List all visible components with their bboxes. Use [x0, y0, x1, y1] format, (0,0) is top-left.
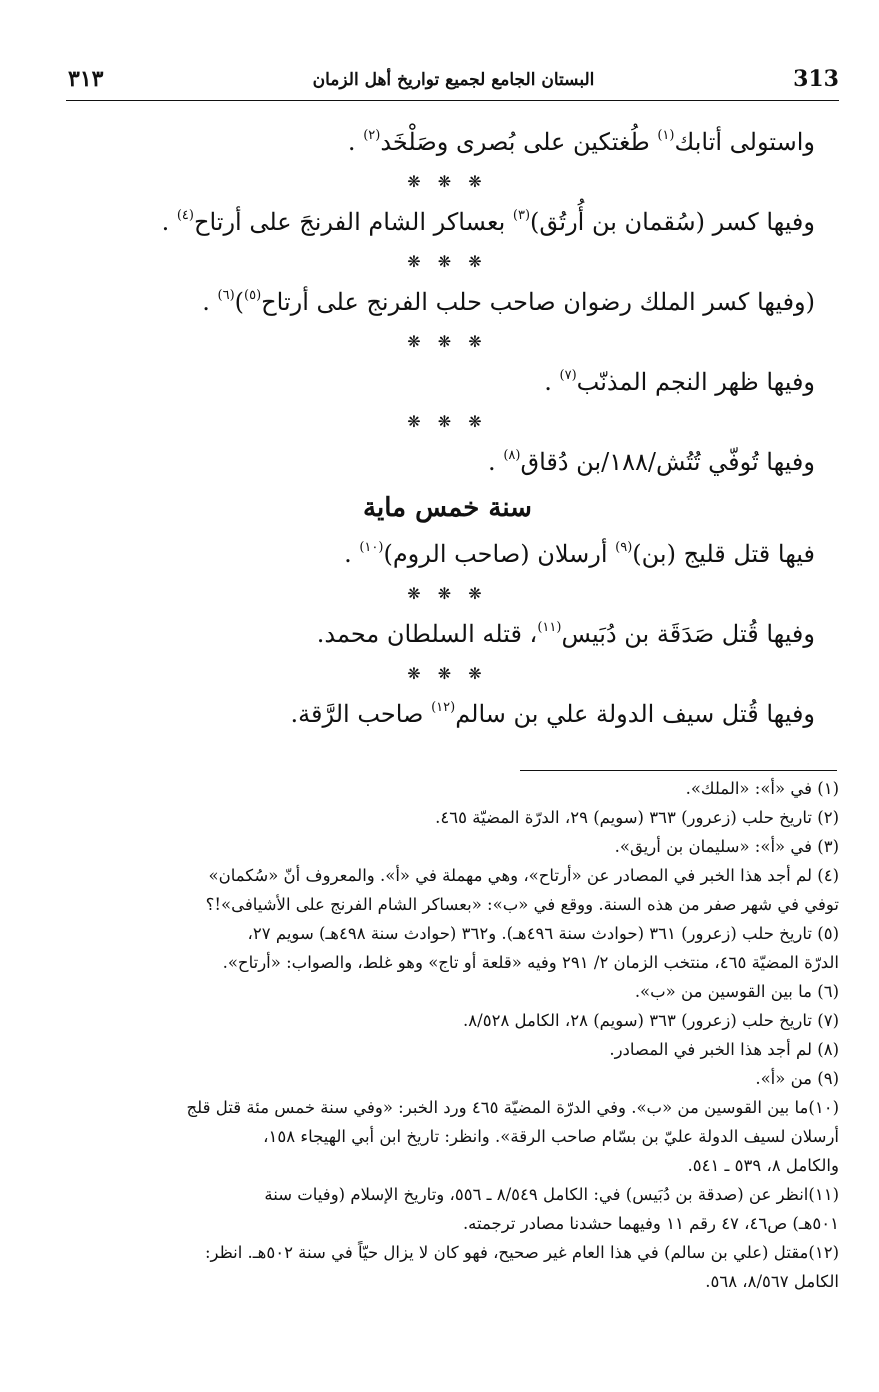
text-segment: (وفيها كسر الملك رضوان صاحب حلب الفرنج على أرتاح: [261, 288, 815, 316]
footnote-7: (٧) تاريخ حلب (زعرور) ٣٦٣ (سويم) ٢٨، الكامل ٨/٥٢٨.: [463, 1011, 839, 1030]
section-separator: ❋ ❋ ❋: [407, 172, 488, 191]
page-number-latin: 313: [793, 66, 839, 92]
footnote-ref[interactable]: (٢): [363, 127, 381, 143]
text-segment: .: [161, 208, 177, 236]
footnote-rule: [520, 770, 837, 771]
text-segment: وفيها ظهر النجم المذنّب: [576, 368, 815, 396]
footnote-5-continued: الدرّة المضيّة ٤٦٥، منتخب الزمان ٢/ ٢٩١ وفيه «قلعة أو تاج» وهو غلط، والصواب: «أرتاح».: [222, 953, 839, 972]
text-line-8: [80, 690, 815, 738]
footnote-ref[interactable]: (٤): [176, 207, 194, 223]
text-segment: .: [488, 448, 504, 476]
main-text: [80, 118, 815, 738]
footnote-11-continued: ٥٠١هـ) ص٤٦، ٤٧ رقم ١١ وفيهما حشدنا مصادر ترجمته.: [462, 1214, 839, 1233]
footnote-2: (٢) تاريخ حلب (زعرور) ٣٦٣ (سويم) ٢٩، الدرّة المضيّة ٤٦٥.: [435, 808, 839, 827]
footnote-11: (١١)انظر عن (صدقة بن دُبَيس) في: الكامل ٨/٥٤٩ ـ ٥٥٦، وتاريخ الإسلام (وفيات سنة: [264, 1185, 839, 1204]
text-segment: وفيها قُتل صَدَقَة بن دُبَيس: [561, 620, 815, 648]
text-segment: فيها قتل قليج (بن): [632, 540, 815, 568]
footnote-ref[interactable]: (٣): [512, 207, 531, 223]
footnote-3: (٣) في «أ»: «سليمان بن أريق».: [614, 837, 839, 856]
text-line-5: [80, 438, 815, 486]
text-segment: أرسلان (صاحب الروم): [383, 540, 616, 568]
section-separator: ❋ ❋ ❋: [407, 332, 488, 351]
footnote-10: (١٠)ما بين القوسين من «ب». وفي الدرّة المضيّة ٤٦٥ ورد الخبر: «وفي سنة خمس مئة قتل قلج: [186, 1098, 839, 1117]
footnote-4: (٤) لم أجد هذا الخبر في المصادر عن «أرتاح»، وهي مهملة في «أ». والمعروف أنّ «سُكمان»: [208, 866, 839, 885]
text-segment: وفيها قُتل سيف الدولة علي بن سالم: [455, 700, 815, 728]
footnote-1: (١) في «أ»: «الملك».: [685, 779, 839, 798]
text-segment: بعساكر الشام الفرنجَ على أرتاح: [193, 208, 513, 236]
text-segment: واستولى أتابك: [674, 128, 815, 156]
section-separator: ❋ ❋ ❋: [407, 412, 488, 431]
text-segment: ، قتله السلطان محمد.: [316, 620, 538, 648]
footnote-10-continued: أرسلان لسيف الدولة عليّ بن بسّام صاحب الرقة». وانظر: تاريخ ابن أبي الهيجاء ١٥٨،: [263, 1127, 839, 1146]
footnote-5: (٥) تاريخ حلب (زعرور) ٣٦١ (حوادث سنة ٤٩٦هـ). و٣٦٢ (حوادث سنة ٤٩٨هـ) سويم ٢٧،: [247, 924, 839, 943]
footnotes: [40, 774, 839, 1296]
text-segment: .: [344, 540, 360, 568]
text-segment: طُغتكين على بُصرى وصَلْخَد: [380, 128, 658, 156]
page-header: [68, 62, 839, 102]
text-segment: .: [544, 368, 560, 396]
section-separator: ❋ ❋ ❋: [407, 252, 488, 271]
text-line-7: [80, 610, 815, 658]
footnote-ref[interactable]: (٧): [559, 367, 577, 383]
running-title: البستان الجامع لجميع تواريخ أهل الزمان: [312, 70, 595, 90]
text-line-1: [80, 118, 815, 166]
footnote-ref[interactable]: (٨): [503, 447, 521, 463]
text-segment: .: [347, 128, 364, 156]
text-segment: وفيها تُوفّي تُتُش/١٨٨/بن دُقاق: [520, 448, 815, 476]
footnote-6: (٦) ما بين القوسين من «ب».: [634, 982, 839, 1001]
section-separator: ❋ ❋ ❋: [407, 584, 488, 603]
page-number-arabic: ٣١٣: [68, 66, 104, 92]
footnote-ref[interactable]: (١١): [537, 619, 562, 635]
footnote-10-continued: والكامل ٨، ٥٣٩ ـ ٥٤١.: [687, 1156, 839, 1175]
text-line-3: [80, 278, 815, 326]
text-segment: وفيها كسر (سُقمان بن أُرتُق): [530, 208, 815, 236]
text-line-2: [80, 198, 815, 246]
text-segment: ): [234, 288, 245, 316]
footnote-ref[interactable]: (١٢): [431, 699, 456, 715]
section-heading: سنة خمس ماية: [363, 493, 532, 523]
footnote-4-continued: توفي في شهر صفر من هذه السنة. ووقع في «ب»: «بعساكر الشام الفرنج على الأشيافى»!؟: [205, 895, 839, 914]
text-line-4: [80, 358, 815, 406]
footnote-ref[interactable]: (١٠): [359, 539, 384, 555]
footnote-12: (١٢)مقتل (علي بن سالم) في هذا العام غير صحيح، فهو كان لا يزال حيّاً في سنة ٥٠٢هـ. انظر:: [204, 1243, 839, 1262]
footnote-ref[interactable]: (٩): [615, 539, 633, 555]
text-line-6: [80, 530, 815, 578]
footnote-8: (٨) لم أجد هذا الخبر في المصادر.: [609, 1040, 839, 1059]
footnote-12-continued: الكامل ٨/٥٦٧، ٥٦٨.: [705, 1272, 839, 1291]
text-segment: .: [202, 288, 218, 316]
text-segment: صاحب الرَّقة.: [290, 700, 432, 728]
section-separator: ❋ ❋ ❋: [407, 664, 488, 683]
footnote-ref[interactable]: (١): [657, 127, 675, 143]
footnote-ref[interactable]: (٥): [244, 287, 262, 303]
footnote-ref[interactable]: (٦): [217, 287, 235, 303]
footnote-9: (٩) من «أ».: [755, 1069, 839, 1088]
header-rule: [66, 100, 839, 101]
